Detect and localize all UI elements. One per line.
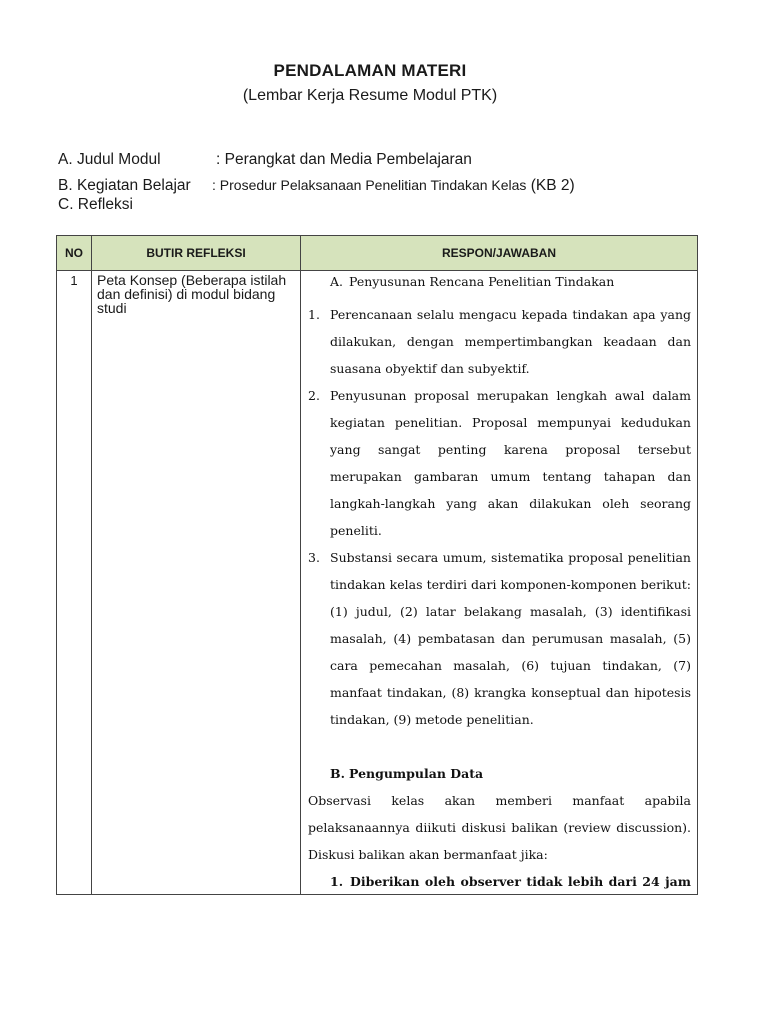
item-text: Diberikan oleh observer tidak lebih dari 24 jam	[350, 874, 691, 889]
table-row	[57, 271, 698, 895]
table-header-row	[57, 236, 698, 271]
section-title: Pengumpulan Data	[349, 766, 484, 781]
section-title: Penyusunan Rencana Penelitian Tindakan	[349, 274, 615, 289]
butir-refleksi-cell: Peta Konsep (Beberapa istilah dan definisi) di modul bidang studi	[92, 271, 301, 895]
meta-value-tail: (KB 2)	[526, 177, 575, 194]
meta-label: A. Judul Modul	[58, 151, 161, 168]
page-title: PENDALAMAN MATERI	[273, 61, 467, 80]
meta-judul-modul	[58, 151, 472, 169]
item-text: Penyusunan proposal merupakan lengkah awal dalam kegiatan penelitian. Proposal mempunyai kedudukan yang sangat penting karena proposal tersebut merupakan gambaran umum tentang tahapan dan langkah-langkah yang akan dilakukan oleh seorang peneliti.	[330, 388, 691, 538]
item-number: 1.	[308, 307, 320, 322]
row-number: 1	[57, 271, 92, 895]
item-number: 1.	[330, 874, 344, 889]
header-butir-refleksi: BUTIR REFLEKSI	[92, 236, 301, 271]
section-letter: B.	[330, 766, 345, 781]
section-b-paragraph: Observasi kelas akan memberi manfaat apabila pelaksanaannya diikuti diskusi balikan (review discussion). Diskusi balikan akan bermanfaat jika:	[308, 793, 691, 862]
list-item	[308, 301, 691, 382]
meta-value: : Prosedur Pelaksanaan Penelitian Tindakan Kelas	[212, 177, 527, 193]
item-number: 2.	[308, 388, 320, 403]
refleksi-table	[56, 235, 698, 895]
header-respon-jawaban: RESPON/JAWABAN	[301, 236, 698, 271]
meta-refleksi	[58, 196, 216, 214]
section-b-heading	[308, 760, 691, 787]
item-text: Perencanaan selalu mengacu kepada tindakan apa yang dilakukan, dengan mempertimbangkan keadaan dan suasana obyektif dan subyektif.	[330, 307, 691, 376]
meta-label: C. Refleksi	[58, 196, 133, 213]
item-text: Substansi secara umum, sistematika proposal penelitian tindakan kelas terdiri dari komponen-komponen berikut: (1) judul, (2) latar belakang masalah, (3) identifikasi masalah, (4) pembatasan dan perumusan masalah, (5) cara pemecahan masalah, (6) tujuan tindakan, (7) manfaat tindakan, (8) krangka konseptual dan hipotesis tindakan, (9) metode penelitian.	[330, 550, 691, 727]
meta-label: B. Kegiatan Belajar	[58, 177, 191, 194]
list-item	[308, 382, 691, 544]
item-number: 3.	[308, 550, 320, 565]
header-no: NO	[57, 236, 92, 271]
response-list	[308, 301, 691, 733]
sub-list-item	[308, 868, 691, 894]
respon-cell	[301, 271, 698, 895]
meta-value: : Perangkat dan Media Pembelajaran	[216, 151, 472, 168]
section-a-heading	[308, 271, 691, 295]
section-letter: A.	[330, 274, 344, 289]
meta-kegiatan-belajar	[58, 177, 575, 195]
page-subtitle: (Lembar Kerja Resume Modul PTK)	[242, 87, 498, 104]
list-item	[308, 544, 691, 733]
